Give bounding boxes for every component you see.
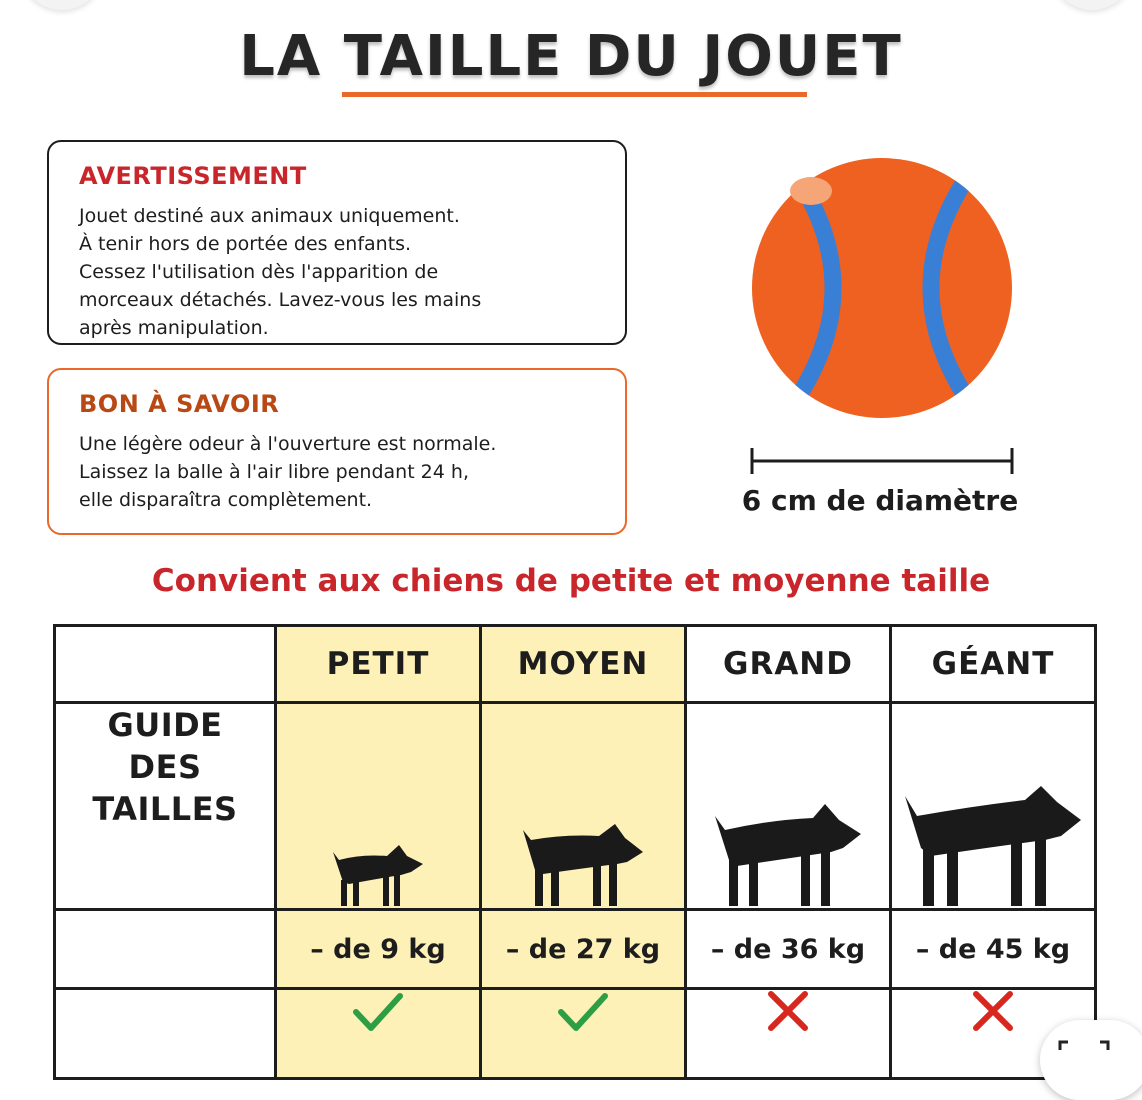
check-icon xyxy=(557,990,609,1034)
ball-highlight xyxy=(790,177,832,205)
suitability-subtitle: Convient aux chiens de petite et moyenne taille xyxy=(151,563,991,599)
size-header-geant: GÉANT xyxy=(891,626,1096,703)
check-icon xyxy=(352,990,404,1034)
table-row-suitability xyxy=(55,989,1096,1079)
dog-cell-petit xyxy=(276,703,481,910)
ball-illustration xyxy=(744,150,1020,426)
info-line: Une légère odeur à l'ouverture est normale. xyxy=(79,433,497,455)
diameter-label: 6 cm de diamètre xyxy=(741,484,1019,517)
size-header-petit: PETIT xyxy=(276,626,481,703)
info-line: elle disparaîtra complètement. xyxy=(79,489,373,511)
corner-button-left[interactable] xyxy=(20,0,104,10)
warning-line: morceaux détachés. Lavez-vous les mains xyxy=(79,289,482,311)
cross-icon xyxy=(972,990,1014,1032)
dog-cell-grand xyxy=(686,703,891,910)
info-text xyxy=(79,430,496,514)
small-dog-icon xyxy=(331,842,425,908)
warning-heading: AVERTISSEMENT xyxy=(79,162,307,190)
giant-dog-icon xyxy=(903,784,1083,908)
weight-petit: – de 9 kg xyxy=(276,910,481,989)
warning-line: À tenir hors de portée des enfants. xyxy=(79,233,412,255)
suitability-petit xyxy=(276,989,481,1079)
warning-line: après manipulation. xyxy=(79,317,269,339)
page-title: LA TAILLE DU JOUET xyxy=(239,24,903,89)
info-heading: BON À SAVOIR xyxy=(79,390,280,418)
size-header-moyen: MOYEN xyxy=(481,626,686,703)
suitability-moyen xyxy=(481,989,686,1079)
empty-header-cell xyxy=(55,626,276,703)
empty-weight-label xyxy=(55,910,276,989)
guide-label-line: DES xyxy=(128,748,202,786)
title-underline xyxy=(342,92,807,97)
warning-line: Cessez l'utilisation dès l'apparition de xyxy=(79,261,439,283)
dog-cell-moyen xyxy=(481,703,686,910)
table-row-guide xyxy=(55,703,1096,910)
zoom-button[interactable] xyxy=(1040,1020,1142,1100)
weight-geant: – de 45 kg xyxy=(891,910,1096,989)
table-header-row xyxy=(55,626,1096,703)
guide-label-line: GUIDE xyxy=(107,706,223,744)
diameter-scale-bar xyxy=(748,445,1016,477)
weight-moyen: – de 27 kg xyxy=(481,910,686,989)
table-row-weight xyxy=(55,910,1096,989)
info-line: Laissez la balle à l'air libre pendant 24 h, xyxy=(79,461,469,483)
large-dog-icon xyxy=(713,802,863,908)
medium-dog-icon xyxy=(521,822,645,908)
warning-line: Jouet destiné aux animaux uniquement. xyxy=(79,205,460,227)
warning-text xyxy=(79,202,481,342)
cross-icon xyxy=(767,990,809,1032)
info-box xyxy=(47,368,627,535)
dog-cell-geant xyxy=(891,703,1096,910)
warning-box xyxy=(47,140,627,345)
weight-grand: – de 36 kg xyxy=(686,910,891,989)
expand-icon xyxy=(1054,1036,1114,1076)
size-guide-table xyxy=(53,624,1097,1080)
size-header-grand: GRAND xyxy=(686,626,891,703)
guide-label-line: TAILLES xyxy=(92,790,238,828)
size-guide-label xyxy=(55,703,276,910)
suitability-grand xyxy=(686,989,891,1079)
corner-button-right[interactable] xyxy=(1050,0,1134,10)
empty-check-label xyxy=(55,989,276,1079)
ball-body xyxy=(752,158,1012,418)
